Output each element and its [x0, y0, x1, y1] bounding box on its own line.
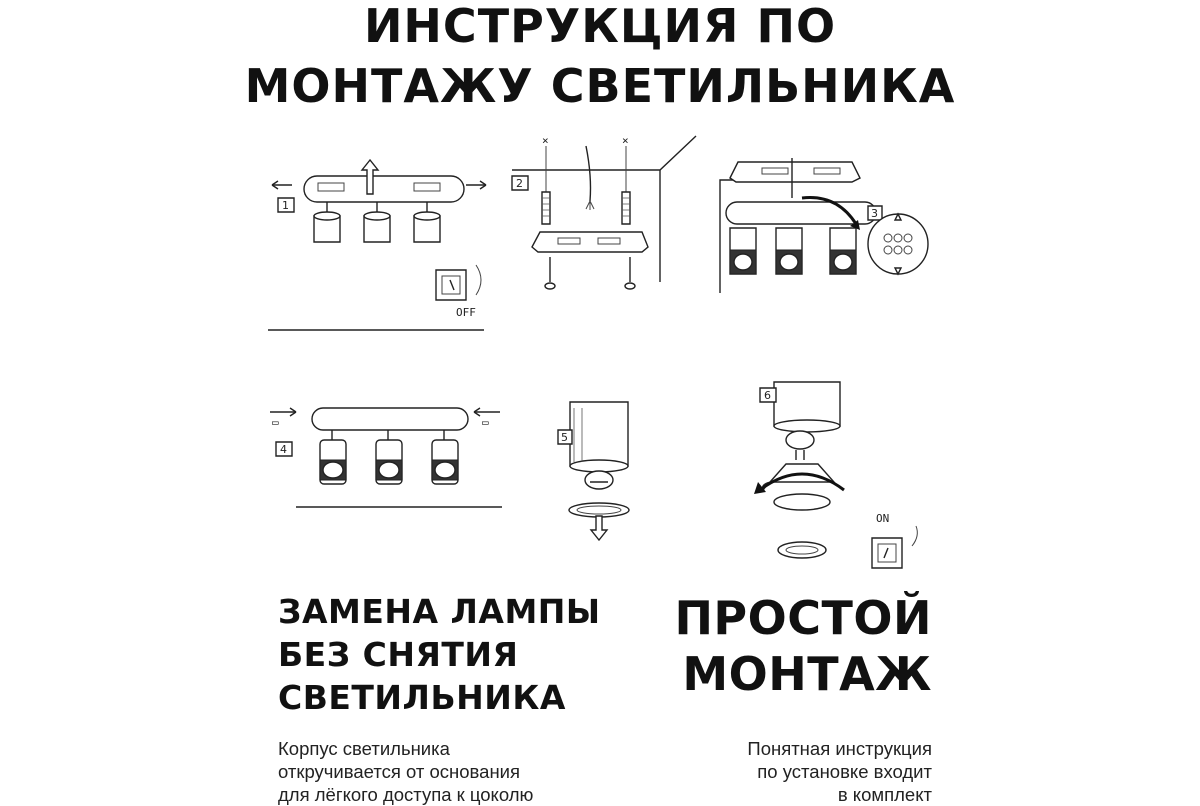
feature-right-description-line-3: в комплект [837, 784, 932, 805]
step-6-on-label: ON [876, 512, 890, 525]
svg-text:▭: ▭ [272, 416, 279, 429]
step-1-number: 1 [282, 199, 289, 212]
step-6-number: 6 [764, 389, 771, 402]
step-3-number: 3 [871, 207, 878, 220]
svg-text:×: × [542, 134, 549, 147]
step-2-illustration [510, 132, 700, 302]
feature-right-description [747, 737, 932, 806]
step-5-illustration [552, 398, 642, 548]
page-title-line-2: МОНТАЖУ СВЕТИЛЬНИКА [244, 59, 956, 113]
switch-off-icon [436, 265, 481, 300]
feature-left-heading [278, 590, 601, 719]
feature-right-heading-line-1: ПРОСТОЙ [674, 591, 932, 645]
feature-left-description-line-1: Корпус светильника [278, 738, 450, 759]
svg-text:×: × [622, 134, 629, 147]
feature-left-heading-line-1: ЗАМЕНА ЛАМПЫ [278, 592, 601, 631]
feature-left-heading-line-3: СВЕТИЛЬНИКА [278, 678, 566, 717]
feature-right-description-line-2: по установке входит [757, 761, 932, 782]
step-3-illustration [712, 150, 934, 295]
step-1-off-label: OFF [456, 306, 476, 319]
feature-left-heading-line-2: БЕЗ СНЯТИЯ [278, 635, 519, 674]
step-4-number: 4 [280, 443, 287, 456]
step-5-number: 5 [561, 431, 568, 444]
page-title-line-1: ИНСТРУКЦИЯ ПО [363, 0, 837, 53]
feature-left-description [278, 737, 533, 806]
step-4-illustration [266, 402, 506, 512]
step-2-number: 2 [516, 177, 523, 190]
feature-right-heading [674, 590, 932, 702]
feature-right-heading-line-2: МОНТАЖ [682, 647, 932, 701]
switch-on-icon [872, 512, 917, 568]
feature-left-description-line-3: для лёгкого доступа к цоколю [278, 784, 534, 805]
step-1-illustration [266, 150, 496, 335]
page-title [0, 0, 1200, 116]
step-6-illustration [752, 378, 942, 570]
feature-left-description-line-2: откручивается от основания [278, 761, 521, 782]
svg-text:▭: ▭ [482, 416, 489, 429]
feature-right-description-line-1: Понятная инструкция [747, 738, 932, 759]
